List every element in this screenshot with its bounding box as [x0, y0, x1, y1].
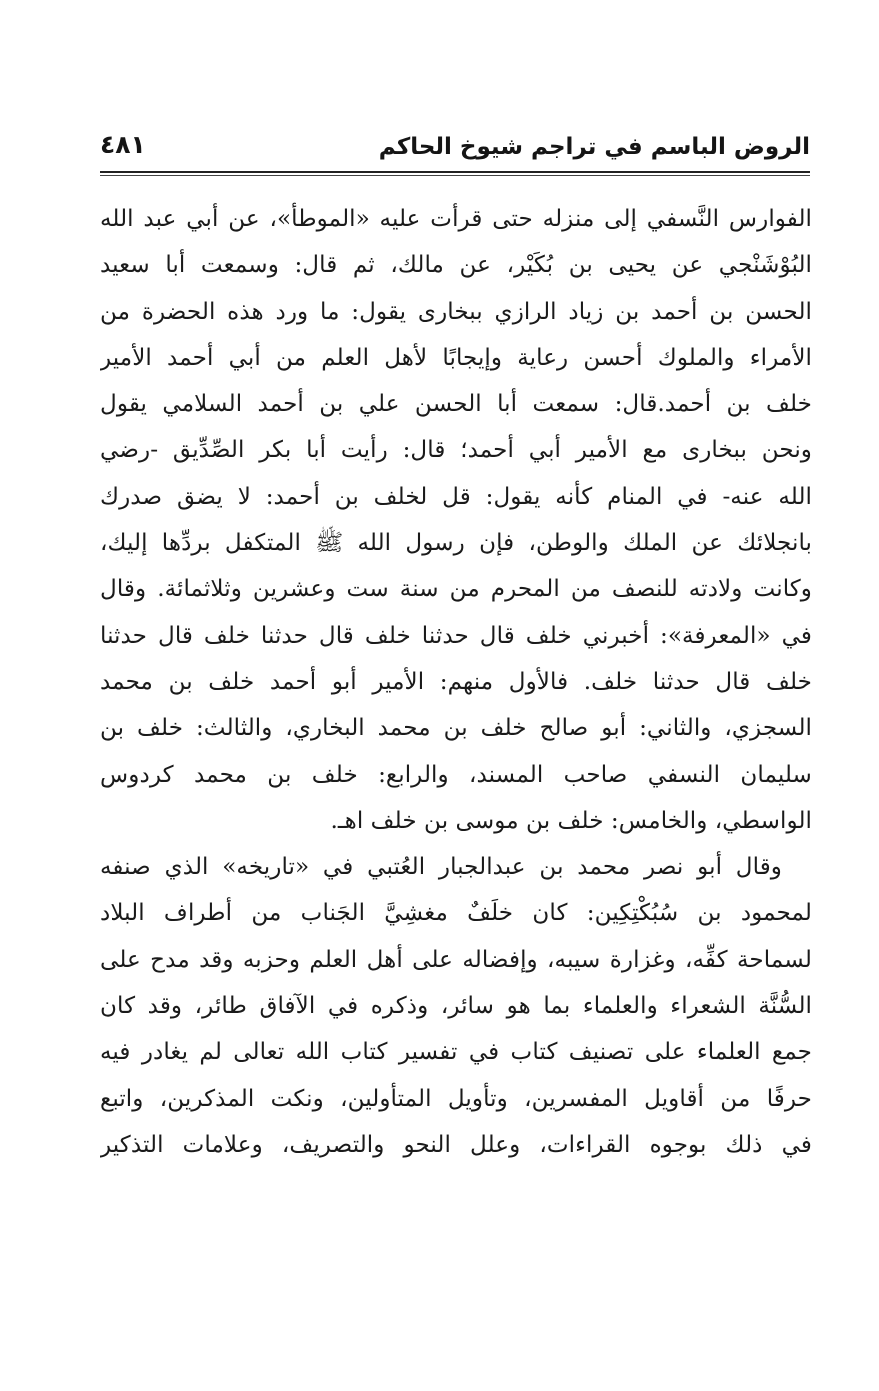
- header-divider: [100, 171, 810, 173]
- text-line: الفوارس النَّسفي إلى منزله حتى قرأت عليه «الموطأ»، عن أبي عبد الله: [100, 205, 812, 232]
- text-line: وكانت ولادته للنصف من المحرم من سنة ست وعشرين وثلاثمائة. وقال: [100, 575, 812, 603]
- text-line: بانجلائك عن الملك والوطن، فإن رسول الله ﷺ المتكفل بردِّها إليك،: [100, 529, 812, 557]
- text-line: السجزي، والثاني: أبو صالح خلف بن محمد البخاري، والثالث: خلف بن: [100, 714, 812, 742]
- paragraph-last-line: الواسطي، والخامس: خلف بن موسى بن خلف اهـ.: [330, 806, 812, 834]
- text-line: خلف بن أحمد.قال: سمعت أبا الحسن علي بن أحمد السلامي يقول: [100, 390, 812, 418]
- text-line: سليمان النسفي صاحب المسند، والرابع: خلف بن محمد كردوس: [100, 760, 812, 788]
- paragraph-first-line: وقال أبو نصر محمد بن عبدالجبار العُتبي في «تاريخه» الذي صنفه: [100, 853, 782, 881]
- text-line: خلف قال حدثنا خلف. فالأول منهم: الأمير أبو أحمد خلف بن محمد: [100, 667, 812, 695]
- text-line: الأمراء والملوك أحسن رعاية وإيجابًا لأهل العلم من أبي أحمد الأمير: [100, 343, 812, 371]
- page-header: [100, 128, 810, 168]
- text-line: الحسن بن أحمد بن زياد الرازي ببخارى يقول: ما ورد هذه الحضرة من: [100, 297, 812, 325]
- text-line: لمحمود بن سُبُكْتِكِين: كان خلَفٌ مغشِيَّ الجَناب من أطراف البلاد: [100, 899, 812, 927]
- text-line: الله عنه- في المنام كأنه يقول: قل لخلف بن أحمد: لا يضق صدرك: [100, 482, 812, 510]
- text-line: حرفًا من أقاويل المفسرين، وتأويل المتأولين، ونكت المذكرين، واتبع: [100, 1084, 812, 1112]
- header-divider-thin: [100, 175, 810, 176]
- text-line: في ذلك بوجوه القراءات، وعلل النحو والتصريف، وعلامات التذكير: [100, 1130, 812, 1158]
- running-title: الروض الباسم في تراجم شيوخ الحاكم: [378, 134, 810, 160]
- text-line: السُّنَّة الشعراء والعلماء بما هو سائر، وذكره في الآفاق طائر، وقد كان: [100, 992, 812, 1020]
- text-line: في «المعرفة»: أخبرني خلف قال حدثنا خلف قال حدثنا خلف قال حدثنا: [100, 621, 812, 649]
- text-line: ونحن ببخارى مع الأمير أبي أحمد؛ قال: رأيت أبا بكر الصِّدِّيق -رضي: [100, 436, 812, 464]
- text-line: لسماحة كفِّه، وغزارة سيبه، وإفضاله على أهل العلم وحزبه وقد مدح على: [100, 945, 812, 973]
- text-line: جمع العلماء على تصنيف كتاب في تفسير كتاب الله تعالى لم يغادر فيه: [100, 1038, 812, 1066]
- text-line: البُوْشَنْجي عن يحيى بن بُكَيْر، عن مالك، ثم قال: وسمعت أبا سعيد: [100, 251, 812, 279]
- body-text: [100, 196, 812, 1168]
- page-number: ٤٨١: [100, 130, 146, 159]
